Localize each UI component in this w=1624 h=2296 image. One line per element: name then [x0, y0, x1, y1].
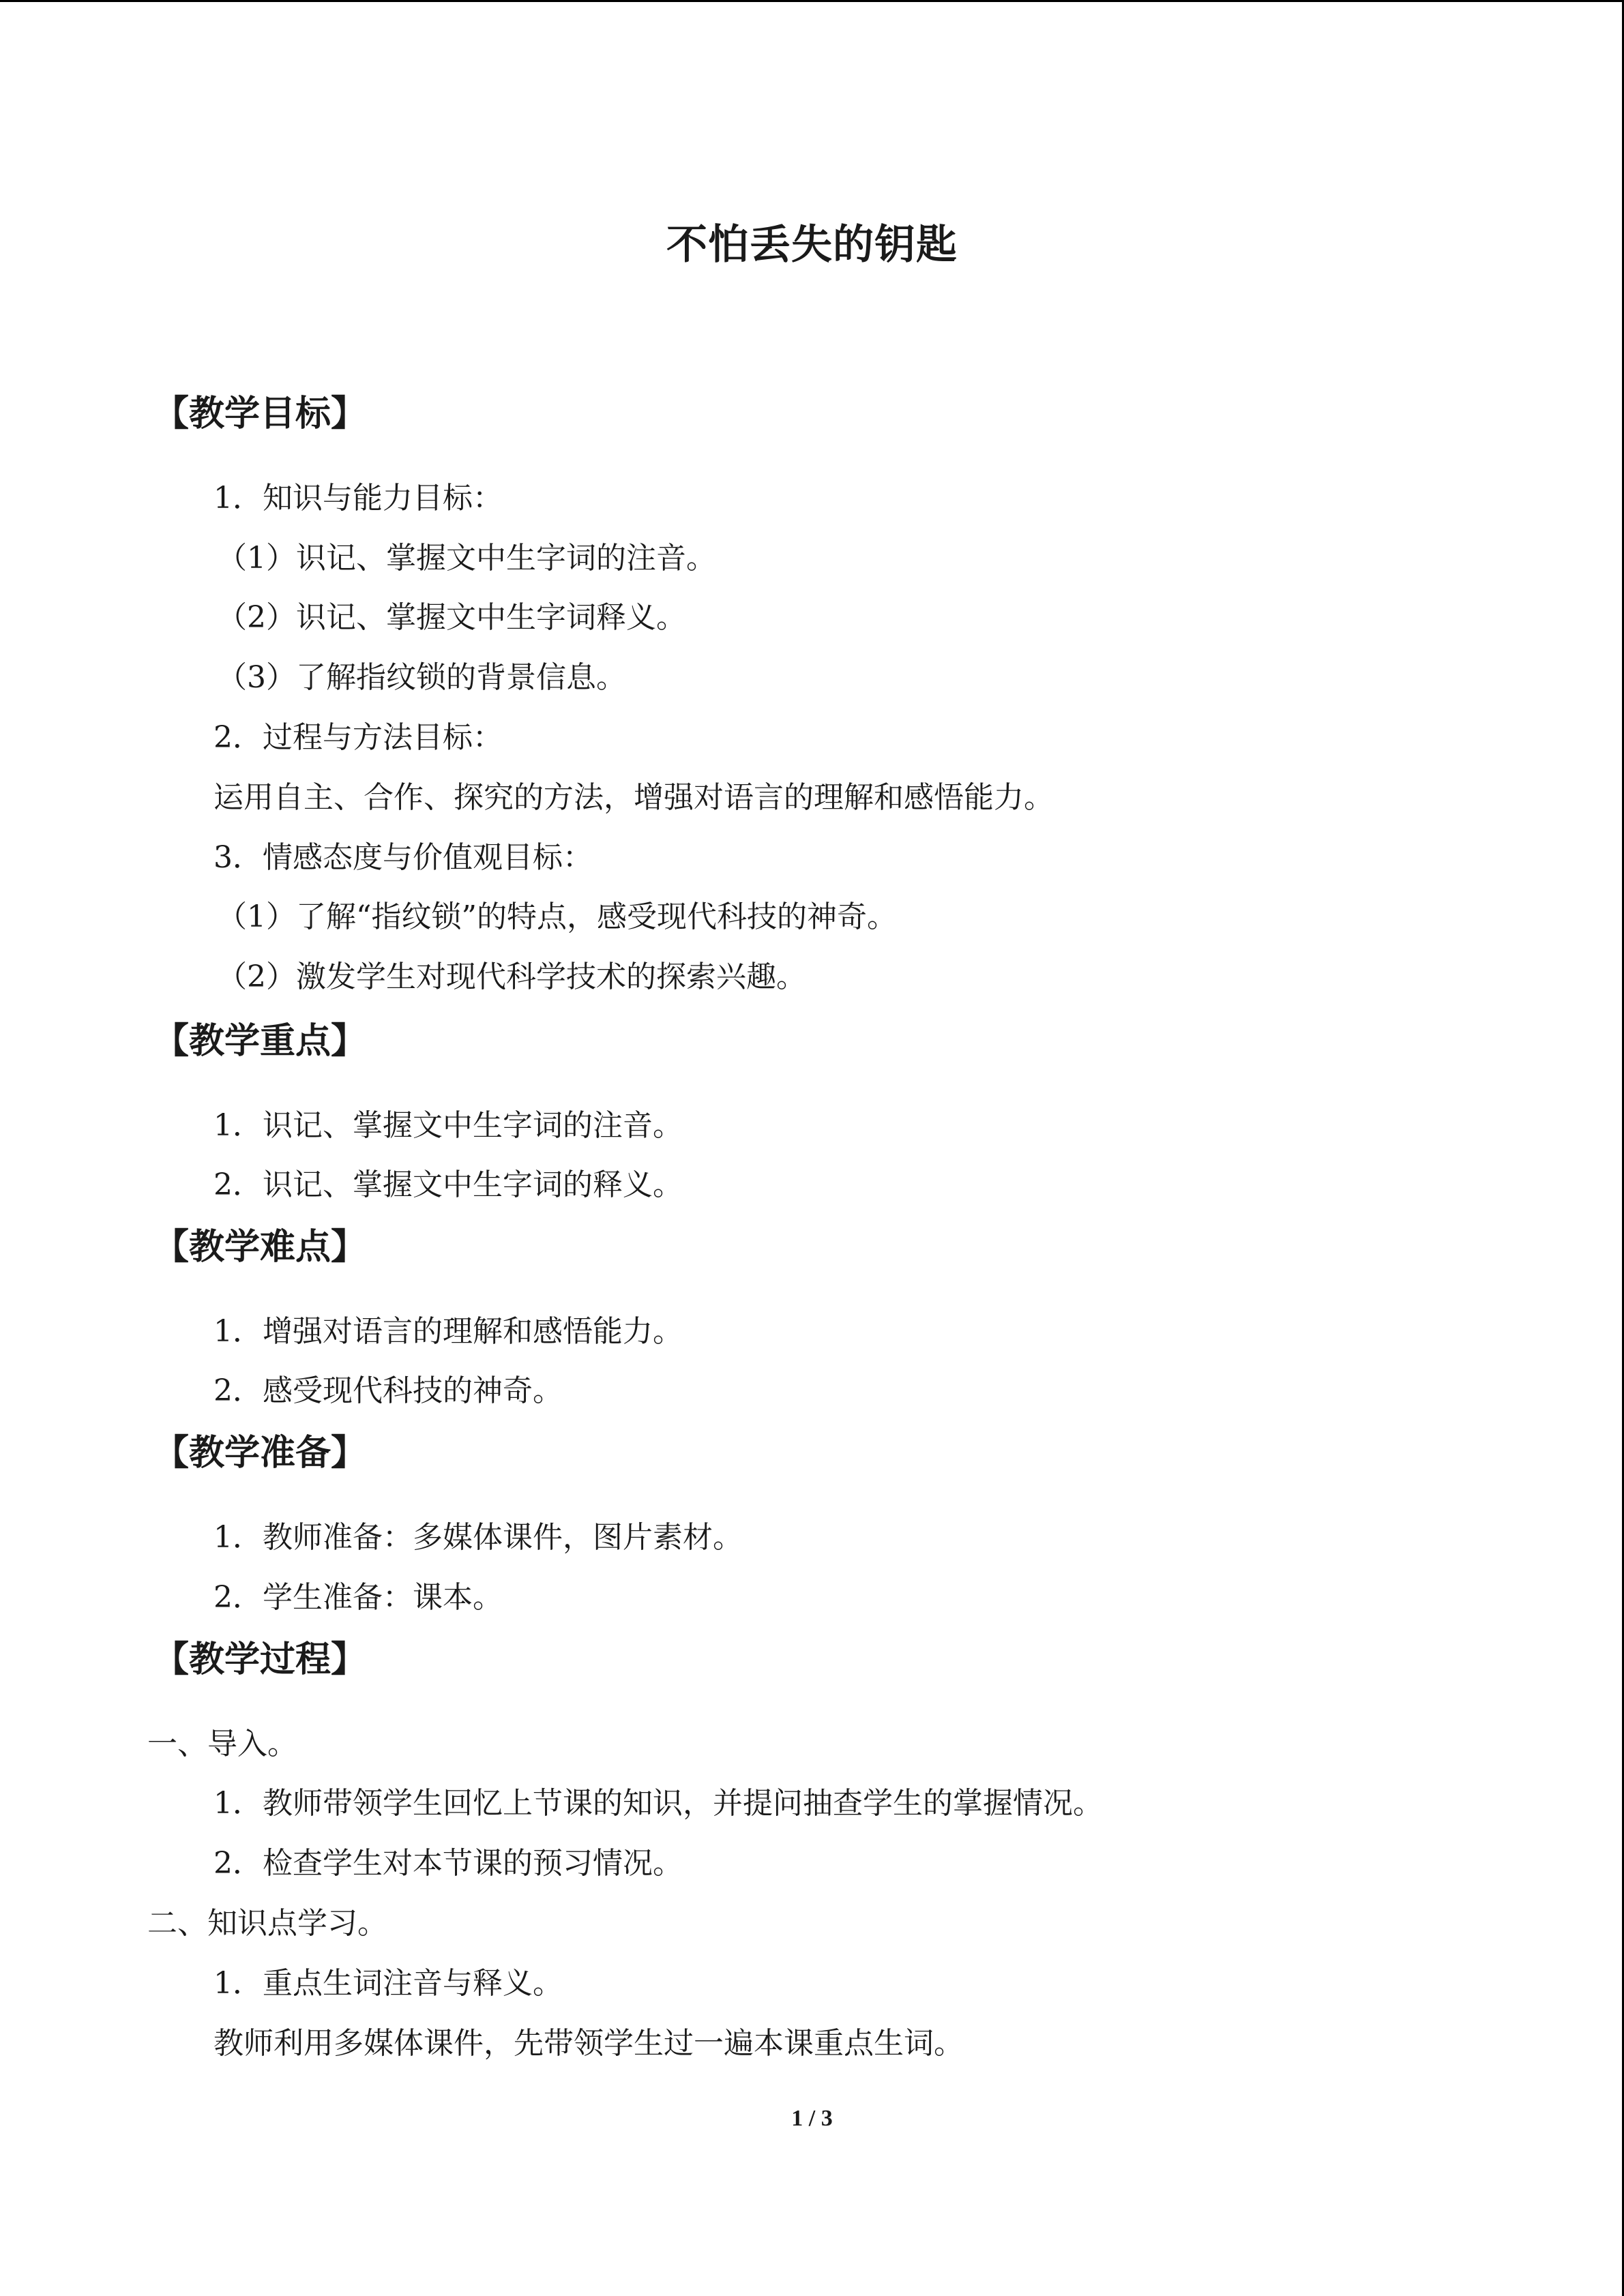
text-line: （3）了解指纹锁的背景信息。	[217, 660, 626, 695]
section-heading-difficulties: 【教学难点】	[153, 1227, 367, 1268]
text-line: （1）了解“指纹锁”的特点，感受现代科技的神奇。	[217, 899, 897, 934]
text-line: 2．检查学生对本节课的预习情况。	[213, 1846, 683, 1881]
text-line: 1．知识与能力目标：	[213, 481, 503, 516]
text-line: 1．识记、掌握文中生字词的注音。	[213, 1108, 683, 1143]
text-line: 2．识记、掌握文中生字词的释义。	[213, 1167, 683, 1202]
text-line: 3．情感态度与价值观目标：	[213, 840, 593, 875]
text-line: 1．教师带领学生回忆上节课的知识，并提问抽查学生的掌握情况。	[213, 1786, 1103, 1821]
text-line: 运用自主、合作、探究的方法，增强对语言的理解和感悟能力。	[213, 780, 1054, 815]
page-number: 1 / 3	[791, 2106, 833, 2131]
text-line: 二、知识点学习。	[147, 1906, 387, 1941]
text-line: 2．过程与方法目标：	[213, 720, 503, 755]
text-line: 2．学生准备：课本。	[213, 1580, 503, 1615]
text-line: 一、导入。	[147, 1727, 297, 1761]
section-heading-goals: 【教学目标】	[153, 393, 367, 434]
document-title: 不怕丢失的钥匙	[666, 221, 958, 269]
text-line: 1．教师准备：多媒体课件，图片素材。	[213, 1520, 743, 1555]
section-heading-process: 【教学过程】	[153, 1639, 367, 1680]
text-line: （1）识记、掌握文中生字词的注音。	[217, 541, 716, 576]
text-line: 1．增强对语言的理解和感悟能力。	[213, 1314, 683, 1349]
text-line: （2）识记、掌握文中生字词释义。	[217, 600, 686, 635]
section-heading-preparation: 【教学准备】	[153, 1433, 367, 1474]
section-heading-key-points: 【教学重点】	[153, 1021, 367, 1062]
text-line: 教师利用多媒体课件，先带领学生过一遍本课重点生词。	[213, 2026, 964, 2061]
text-line: 2．感受现代科技的神奇。	[213, 1373, 563, 1408]
text-line: 1．重点生词注音与释义。	[213, 1966, 563, 2001]
text-line: （2）激发学生对现代科学技术的探索兴趣。	[217, 959, 806, 994]
